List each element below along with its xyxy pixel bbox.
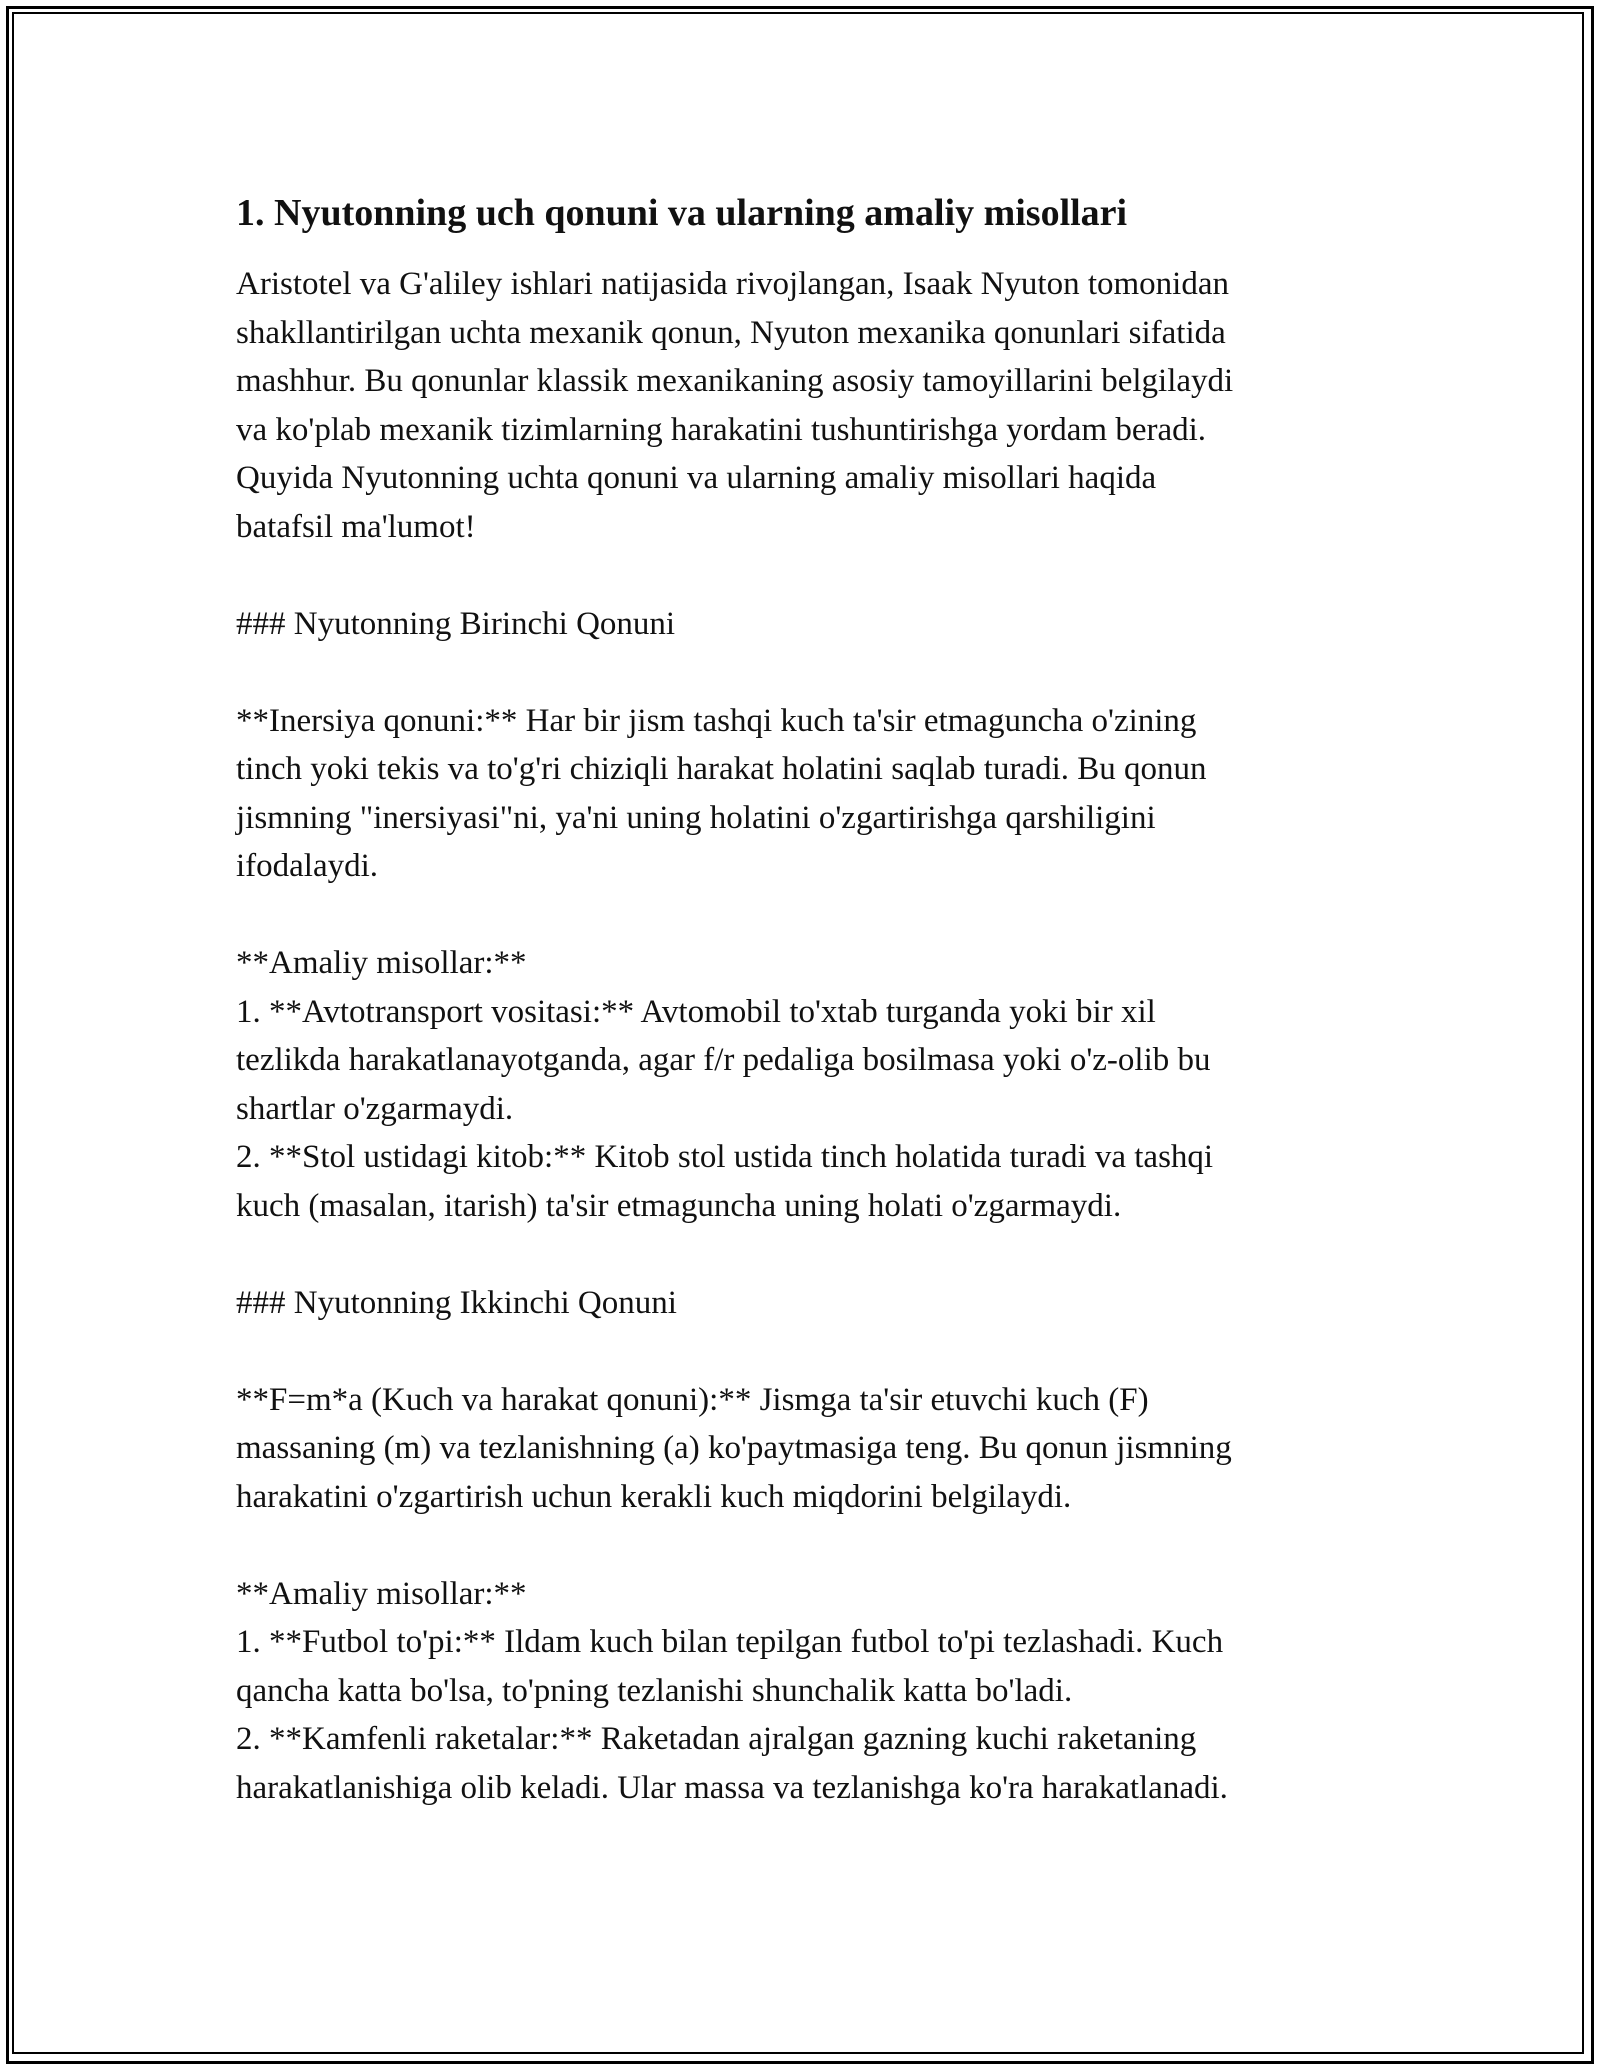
text-line: 1. **Futbol to'pi:** Ildam kuch bilan tepilgan futbol to'pi tezlashadi. Kuch [236, 1624, 1224, 1660]
blank-line [236, 891, 1366, 940]
text-line: batafsil ma'lumot! [236, 508, 476, 545]
text-line: harakatlanishiga olib keladi. Ular massa va tezlanishga ko'ra harakatlanadi. [236, 1769, 1228, 1806]
text-line: ### Nyutonning Ikkinchi Qonuni [236, 1284, 677, 1321]
text-line: harakatini o'zgartirish uchun kerakli kuch miqdorini belgilaydi. [236, 1478, 1072, 1515]
document-title: 1. Nyutonning uch qonuni va ularning amaliy misollari [236, 192, 1128, 234]
blank-line [236, 1521, 1366, 1570]
blank-line [236, 551, 1366, 600]
text-line: shartlar o'zgarmaydi. [236, 1090, 514, 1127]
text-line: kuch (masalan, itarish) ta'sir etmaguncha uning holati o'zgarmaydi. [236, 1187, 1122, 1224]
text-line: Aristotel va G'aliley ishlari natijasida rivojlangan, Isaak Nyuton tomonidan [236, 266, 1229, 302]
text-line: Quyida Nyutonning uchta qonuni va ularning amaliy misollari haqida [236, 460, 1157, 496]
text-line: massaning (m) va tezlanishning (a) ko'paytmasiga teng. Bu qonun jismning [236, 1430, 1232, 1466]
blank-line [236, 1327, 1366, 1376]
text-line: qancha katta bo'lsa, to'pning tezlanishi shunchalik katta bo'ladi. [236, 1672, 1073, 1709]
blank-line [236, 1230, 1366, 1279]
text-line: 1. **Avtotransport vositasi:** Avtomobil to'xtab turganda yoki bir xil [236, 993, 1156, 1030]
text-line: mashhur. Bu qonunlar klassik mexanikaning asosiy tamoyillarini belgilaydi [236, 363, 1234, 399]
text-line: **Amaliy misollar:** [236, 1575, 527, 1612]
text-line: tinch yoki tekis va to'g'ri chiziqli harakat holatini saqlab turadi. Bu qonun [236, 751, 1207, 787]
blank-line [236, 648, 1366, 697]
text-line: tezlikda harakatlanayotganda, agar f/r pedaliga bosilmasa yoki o'z-olib bu [236, 1042, 1211, 1078]
text-line: 2. **Kamfenli raketalar:** Raketadan ajralgan gazning kuchi raketaning [236, 1721, 1197, 1757]
document-text [236, 260, 1366, 1812]
text-line: ifodalaydi. [236, 848, 379, 884]
text-line: **F=m*a (Kuch va harakat qonuni):** Jismga ta'sir etuvchi kuch (F) [236, 1381, 1149, 1418]
text-line: **Inersiya qonuni:** Har bir jism tashqi kuch ta'sir etmaguncha o'zining [236, 702, 1197, 739]
text-line: 2. **Stol ustidagi kitob:** Kitob stol ustida tinch holatida turadi va tashqi [236, 1139, 1214, 1175]
text-line: **Amaliy misollar:** [236, 945, 527, 981]
document-body [236, 188, 1366, 1812]
text-line: shakllantirilgan uchta mexanik qonun, Nyuton mexanika qonunlari sifatida [236, 314, 1226, 351]
text-line: jismning "inersiyasi"ni, ya'ni uning holatini o'zgartirishga qarshiligini [236, 799, 1156, 836]
text-line: va ko'plab mexanik tizimlarning harakatini tushuntirishga yordam beradi. [236, 411, 1207, 448]
text-line: ### Nyutonning Birinchi Qonuni [236, 605, 676, 642]
